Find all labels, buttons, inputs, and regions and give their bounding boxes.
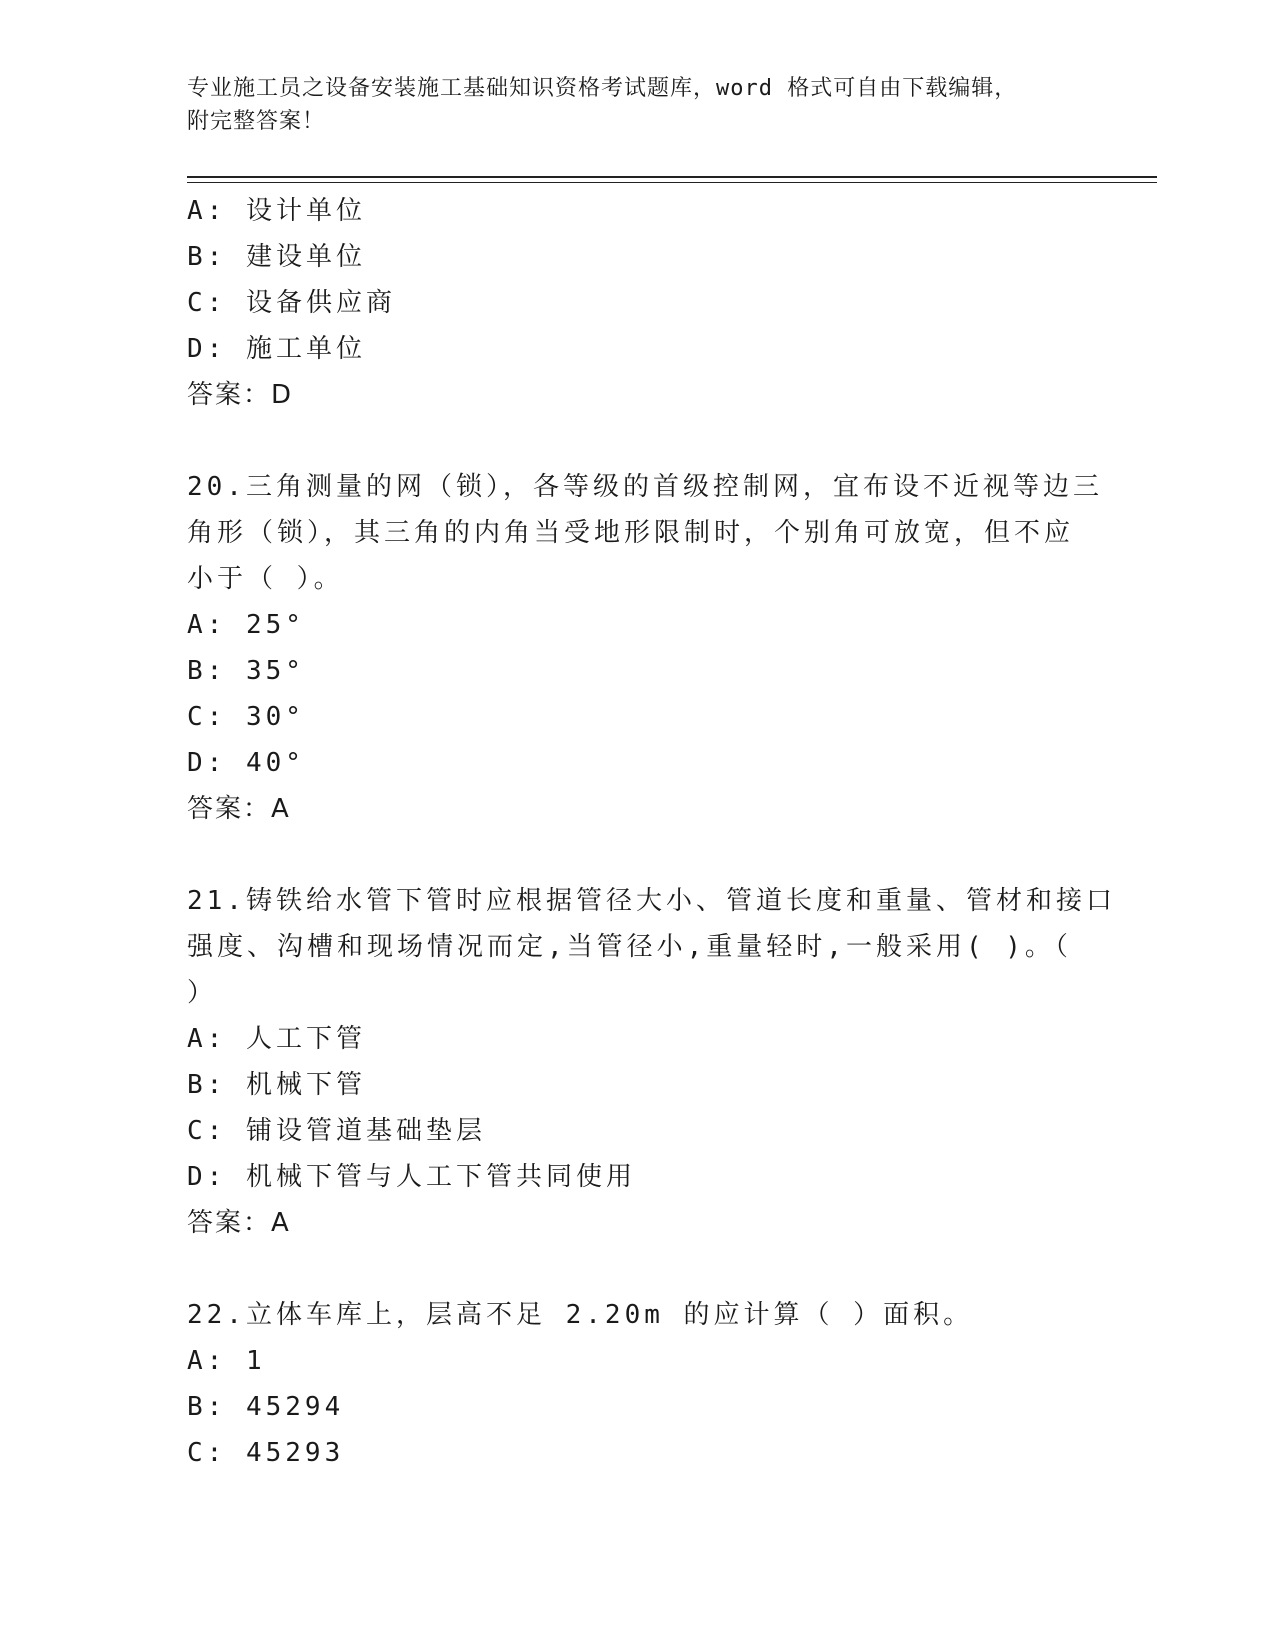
- option-a: A: 1: [187, 1346, 266, 1376]
- header-divider-thin: [187, 182, 1157, 183]
- option-c: C: 铺设管道基础垫层: [187, 1116, 486, 1146]
- question-text-line: 21.铸铁给水管下管时应根据管径大小、管道长度和重量、管材和接口: [187, 886, 1116, 916]
- document-header: [187, 72, 1087, 138]
- option-c: C: 45293: [187, 1438, 345, 1468]
- header-line-1: 专业施工员之设备安装施工基础知识资格考试题库，word 格式可自由下载编辑，: [187, 76, 1018, 101]
- answer-text: 答案：A: [187, 794, 291, 824]
- question-22: [187, 1292, 1087, 1476]
- option-c: C: 设备供应商: [187, 288, 396, 318]
- prev-question: [187, 188, 1087, 418]
- question-20: [187, 464, 1103, 832]
- option-b: B: 35°: [187, 656, 305, 686]
- option-b: B: 45294: [187, 1392, 345, 1422]
- question-list: [187, 188, 1116, 1476]
- question-text-line: 22.立体车库上，层高不足 2.20m 的应计算（ ）面积。: [187, 1300, 974, 1330]
- question-text-line: 强度、沟槽和现场情况而定,当管径小,重量轻时,一般采用( )。（: [187, 932, 1072, 962]
- option-d: D: 机械下管与人工下管共同使用: [187, 1162, 636, 1192]
- header-divider-thick: [187, 176, 1157, 178]
- option-c: C: 30°: [187, 702, 305, 732]
- option-d: D: 40°: [187, 748, 305, 778]
- option-a: A: 25°: [187, 610, 305, 640]
- option-d: D: 施工单位: [187, 334, 366, 364]
- option-b: B: 机械下管: [187, 1070, 366, 1100]
- question-text-line: 角形（锁），其三角的内角当受地形限制时，个别角可放宽，但不应: [187, 518, 1075, 548]
- option-a: A: 人工下管: [187, 1024, 366, 1054]
- option-a: A: 设计单位: [187, 196, 366, 226]
- answer-text: 答案：A: [187, 1208, 291, 1238]
- question-21: [187, 878, 1116, 1246]
- option-b: B: 建设单位: [187, 242, 366, 272]
- question-text-line: 20.三角测量的网（锁），各等级的首级控制网，宜布设不近视等边三: [187, 472, 1103, 502]
- header-line-2: 附完整答案！: [187, 109, 326, 134]
- question-text-line: ）: [187, 978, 218, 1008]
- answer-text: 答案：D: [187, 380, 294, 410]
- question-text-line: 小于（ ）。: [187, 564, 344, 594]
